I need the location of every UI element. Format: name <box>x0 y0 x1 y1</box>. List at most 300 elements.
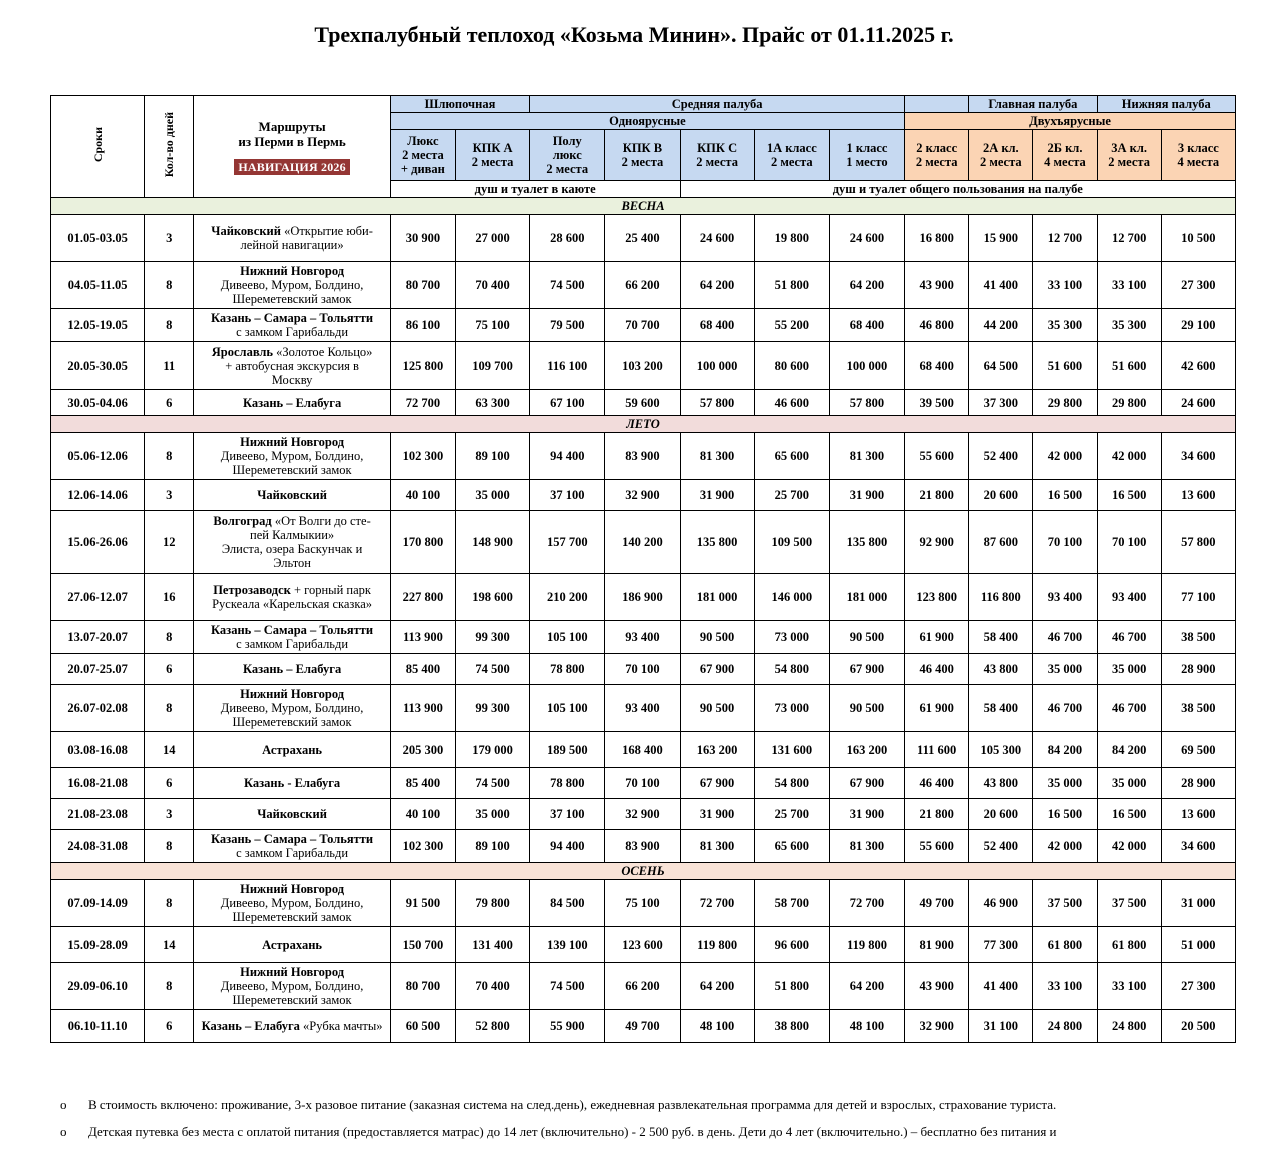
cell-price: 24 600 <box>680 215 754 262</box>
cell-price: 38 500 <box>1161 621 1235 654</box>
cabin-header-line: 1А класс <box>766 141 817 155</box>
cell-price: 116 800 <box>969 574 1033 621</box>
cell-price: 93 400 <box>1097 574 1161 621</box>
route-city: Чайковский <box>257 488 327 502</box>
cell-price: 57 800 <box>1161 511 1235 574</box>
col-days-header: Кол-во дней <box>145 96 194 198</box>
cell-route <box>194 511 390 574</box>
route-detail: Шереметевский замок <box>232 463 352 477</box>
cell-price: 33 100 <box>1097 262 1161 309</box>
table-row <box>51 215 1236 262</box>
route-detail: Дивеево, Муром, Болдино, <box>220 701 364 715</box>
amenity-cabin: душ и туалет в каюте <box>390 181 680 198</box>
cell-price: 29 800 <box>1097 390 1161 416</box>
cell-price: 38 800 <box>754 1010 829 1043</box>
cell-price: 52 800 <box>455 1010 529 1043</box>
cabin-header <box>530 130 605 181</box>
cell-route <box>194 574 390 621</box>
route-city: Нижний Новгород <box>240 965 345 979</box>
cell-price: 51 800 <box>754 262 829 309</box>
cell-price: 83 900 <box>605 830 680 863</box>
cell-price: 84 200 <box>1033 732 1097 768</box>
cell-price: 186 900 <box>605 574 680 621</box>
cell-price: 99 300 <box>455 685 529 732</box>
note-item <box>60 1096 1240 1123</box>
route-detail: Шереметевский замок <box>232 715 352 729</box>
cell-price: 74 500 <box>530 963 605 1010</box>
cell-price: 46 700 <box>1097 621 1161 654</box>
route-city: Петрозаводск <box>213 583 291 597</box>
route-detail: + автобусная экскурсия в <box>225 358 359 373</box>
cell-price: 13 600 <box>1161 799 1235 830</box>
route-detail: Дивеево, Муром, Болдино, <box>220 979 364 993</box>
price-table <box>50 95 1236 1043</box>
cell-price: 70 400 <box>455 963 529 1010</box>
cell-dates: 21.08-23.08 <box>51 799 145 830</box>
cabin-header-line: 1 класс <box>846 141 888 155</box>
cell-price: 61 900 <box>905 685 969 732</box>
cell-price: 90 500 <box>829 621 904 654</box>
cell-price: 21 800 <box>905 799 969 830</box>
route-detail: «Открытие юби- <box>284 224 373 238</box>
cell-price: 80 700 <box>390 262 455 309</box>
double-tier: Двухъярусные <box>905 113 1236 130</box>
cell-price: 16 500 <box>1033 480 1097 511</box>
cabin-header-line: 2 места <box>1108 155 1150 169</box>
cell-price: 46 700 <box>1033 685 1097 732</box>
cabin-header-line: 2 места <box>546 162 589 176</box>
cell-dates: 15.09-28.09 <box>51 927 145 963</box>
cell-price: 37 100 <box>530 480 605 511</box>
cell-price: 72 700 <box>390 390 455 416</box>
cell-price: 93 400 <box>605 685 680 732</box>
cell-price: 72 700 <box>829 880 904 927</box>
cell-days: 3 <box>145 799 194 830</box>
cell-price: 34 600 <box>1161 830 1235 863</box>
cell-price: 64 500 <box>969 342 1033 390</box>
route-city: Волгоград <box>213 514 272 528</box>
table-row <box>51 511 1236 574</box>
cell-dates: 20.05-30.05 <box>51 342 145 390</box>
table-row <box>51 685 1236 732</box>
cell-dates: 12.05-19.05 <box>51 309 145 342</box>
cell-price: 63 300 <box>455 390 529 416</box>
cell-price: 42 000 <box>1097 830 1161 863</box>
cell-price: 198 600 <box>455 574 529 621</box>
cell-price: 105 100 <box>530 621 605 654</box>
cell-price: 64 200 <box>680 963 754 1010</box>
cell-price: 89 100 <box>455 830 529 863</box>
cell-price: 15 900 <box>969 215 1033 262</box>
cell-price: 37 500 <box>1097 880 1161 927</box>
cell-price: 119 800 <box>680 927 754 963</box>
table-row <box>51 799 1236 830</box>
cell-price: 85 400 <box>390 768 455 799</box>
cell-price: 42 000 <box>1097 433 1161 480</box>
cell-price: 54 800 <box>754 654 829 685</box>
cell-route <box>194 390 390 416</box>
route-city: Нижний Новгород <box>240 435 345 449</box>
cell-price: 49 700 <box>905 880 969 927</box>
season-label: ЛЕТО <box>51 416 1236 433</box>
cell-dates: 26.07-02.08 <box>51 685 145 732</box>
route-city: Нижний Новгород <box>240 264 345 278</box>
cabin-header-line: 2 места <box>915 155 958 169</box>
cell-days: 6 <box>145 390 194 416</box>
cell-price: 77 300 <box>969 927 1033 963</box>
note-bullet: o <box>60 1097 67 1112</box>
table-row <box>51 927 1236 963</box>
cell-price: 79 800 <box>455 880 529 927</box>
cell-price: 28 900 <box>1161 768 1235 799</box>
cell-price: 35 000 <box>455 799 529 830</box>
cell-price: 33 100 <box>1097 963 1161 1010</box>
cell-price: 43 900 <box>905 262 969 309</box>
cell-price: 67 900 <box>829 768 904 799</box>
table-row <box>51 480 1236 511</box>
cell-route <box>194 685 390 732</box>
cell-price: 35 000 <box>1033 654 1097 685</box>
cell-price: 40 100 <box>390 799 455 830</box>
cell-price: 35 000 <box>455 480 529 511</box>
cell-price: 24 600 <box>1161 390 1235 416</box>
cabin-header <box>1161 130 1235 181</box>
season-label: ОСЕНЬ <box>51 863 1236 880</box>
col-route-header: Маршруты из Перми в Пермь НАВИГАЦИЯ 2026 <box>194 96 390 198</box>
cell-price: 24 600 <box>829 215 904 262</box>
cell-price: 77 100 <box>1161 574 1235 621</box>
cell-price: 31 900 <box>829 480 904 511</box>
cell-dates: 13.07-20.07 <box>51 621 145 654</box>
cell-price: 21 800 <box>905 480 969 511</box>
cell-price: 84 200 <box>1097 732 1161 768</box>
cell-price: 61 800 <box>1097 927 1161 963</box>
cell-days: 14 <box>145 927 194 963</box>
route-detail: Шереметевский замок <box>232 993 352 1007</box>
route-city: Чайковский <box>257 807 327 821</box>
route-city: Астрахань <box>262 937 323 952</box>
page-title: Трехпалубный теплоход «Козьма Минин». Прайс от 01.11.2025 г. <box>314 22 954 47</box>
table-row <box>51 262 1236 309</box>
cell-price: 37 100 <box>530 799 605 830</box>
cell-price: 148 900 <box>455 511 529 574</box>
cell-price: 46 800 <box>905 309 969 342</box>
cell-dates: 04.05-11.05 <box>51 262 145 309</box>
cell-price: 35 300 <box>1097 309 1161 342</box>
cell-price: 123 800 <box>905 574 969 621</box>
cell-price: 55 600 <box>905 830 969 863</box>
cell-price: 146 000 <box>754 574 829 621</box>
cell-price: 61 800 <box>1033 927 1097 963</box>
cell-price: 227 800 <box>390 574 455 621</box>
cell-price: 79 500 <box>530 309 605 342</box>
cell-price: 35 000 <box>1033 768 1097 799</box>
amenity-shared: душ и туалет общего пользования на палубе <box>680 181 1235 198</box>
table-row <box>51 433 1236 480</box>
cell-price: 57 800 <box>829 390 904 416</box>
cell-price: 119 800 <box>829 927 904 963</box>
cell-price: 81 900 <box>905 927 969 963</box>
cell-price: 16 500 <box>1097 799 1161 830</box>
cell-route <box>194 262 390 309</box>
cell-price: 64 200 <box>829 262 904 309</box>
cell-price: 24 800 <box>1097 1010 1161 1043</box>
route-city: Астрахань <box>262 742 323 757</box>
cell-route <box>194 963 390 1010</box>
cell-price: 28 900 <box>1161 654 1235 685</box>
cell-price: 57 800 <box>680 390 754 416</box>
cabin-header-line: 2 класс <box>916 141 958 155</box>
cell-price: 37 300 <box>969 390 1033 416</box>
deck-boat: Шлюпочная <box>390 96 529 113</box>
cell-price: 102 300 <box>390 433 455 480</box>
cell-price: 105 300 <box>969 732 1033 768</box>
cell-price: 94 400 <box>530 830 605 863</box>
cell-dates: 03.08-16.08 <box>51 732 145 768</box>
cell-route <box>194 215 390 262</box>
cell-route <box>194 768 390 799</box>
cell-price: 46 400 <box>905 654 969 685</box>
cell-price: 90 500 <box>829 685 904 732</box>
note-item <box>60 1123 1240 1150</box>
note-text: В стоимость включено: проживание, 3-х разовое питание (заказная система на след.день), ежедневная развлекательная программа для детей и взрослых, страхование туриста. <box>88 1097 1057 1112</box>
cell-price: 179 000 <box>455 732 529 768</box>
route-city: Казань – Самара – Тольятти <box>211 623 374 637</box>
cell-price: 32 900 <box>605 799 680 830</box>
route-detail: с замком Гарибальди <box>236 325 349 339</box>
route-detail: «Золотое Кольцо» <box>276 344 373 359</box>
cell-price: 78 800 <box>530 654 605 685</box>
cell-price: 189 500 <box>530 732 605 768</box>
cell-price: 135 800 <box>829 511 904 574</box>
cell-price: 111 600 <box>905 732 969 768</box>
cell-price: 32 900 <box>605 480 680 511</box>
cell-price: 27 300 <box>1161 963 1235 1010</box>
cell-price: 20 500 <box>1161 1010 1235 1043</box>
cell-price: 51 600 <box>1097 342 1161 390</box>
cell-price: 27 300 <box>1161 262 1235 309</box>
cell-price: 59 600 <box>605 390 680 416</box>
cell-price: 51 000 <box>1161 927 1235 963</box>
route-detail: Москву <box>271 372 313 387</box>
cell-price: 81 300 <box>680 433 754 480</box>
cell-route <box>194 480 390 511</box>
cell-price: 116 100 <box>530 342 605 390</box>
cell-price: 25 400 <box>605 215 680 262</box>
cell-price: 105 100 <box>530 685 605 732</box>
cell-price: 205 300 <box>390 732 455 768</box>
route-city: Чайковский <box>211 224 281 238</box>
single-tier: Одноярусные <box>390 113 904 130</box>
route-detail: + горный парк <box>294 583 371 597</box>
cell-dates: 20.07-25.07 <box>51 654 145 685</box>
cell-days: 8 <box>145 685 194 732</box>
cabin-header <box>1097 130 1161 181</box>
cell-price: 46 600 <box>754 390 829 416</box>
cabin-header-line: 2 места <box>696 155 738 169</box>
cell-price: 48 100 <box>829 1010 904 1043</box>
cell-price: 32 900 <box>905 1010 969 1043</box>
cell-price: 46 400 <box>905 768 969 799</box>
deck-middle-spacer <box>905 96 969 113</box>
cell-days: 8 <box>145 963 194 1010</box>
cell-price: 42 000 <box>1033 433 1097 480</box>
cell-price: 61 900 <box>905 621 969 654</box>
cell-dates: 12.06-14.06 <box>51 480 145 511</box>
cabin-header-line: + диван <box>400 162 445 176</box>
cell-price: 31 900 <box>829 799 904 830</box>
cell-price: 80 700 <box>390 963 455 1010</box>
cell-price: 96 600 <box>754 927 829 963</box>
cell-price: 42 600 <box>1161 342 1235 390</box>
cell-price: 210 200 <box>530 574 605 621</box>
cabin-header-line: 2 места <box>471 155 514 169</box>
route-detail: Шереметевский замок <box>232 292 352 306</box>
cabin-header <box>390 130 455 181</box>
cabin-header-line: 2 места <box>770 155 813 169</box>
cell-price: 25 700 <box>754 799 829 830</box>
cell-route <box>194 309 390 342</box>
cell-price: 33 100 <box>1033 262 1097 309</box>
cell-price: 38 500 <box>1161 685 1235 732</box>
cell-days: 8 <box>145 262 194 309</box>
cell-price: 168 400 <box>605 732 680 768</box>
cell-price: 31 900 <box>680 480 754 511</box>
route-detail: Эльтон <box>273 556 311 570</box>
cabin-header <box>829 130 904 181</box>
cell-price: 150 700 <box>390 927 455 963</box>
route-city: Казань – Елабуга <box>242 395 342 410</box>
route-city: Казань – Самара – Тольятти <box>211 311 374 325</box>
cell-days: 8 <box>145 830 194 863</box>
cell-price: 55 900 <box>530 1010 605 1043</box>
route-detail: с замком Гарибальди <box>236 637 349 651</box>
cell-days: 8 <box>145 621 194 654</box>
cell-price: 51 800 <box>754 963 829 1010</box>
cell-days: 8 <box>145 433 194 480</box>
deck-lower: Нижняя палуба <box>1097 96 1235 113</box>
cell-price: 85 400 <box>390 654 455 685</box>
cell-price: 25 700 <box>754 480 829 511</box>
cell-price: 90 500 <box>680 621 754 654</box>
cabin-header-line: люкс <box>552 148 582 162</box>
cabin-header-line: КПК В <box>622 141 663 155</box>
cell-price: 58 400 <box>969 621 1033 654</box>
cell-dates: 07.09-14.09 <box>51 880 145 927</box>
cell-price: 91 500 <box>390 880 455 927</box>
cell-price: 52 400 <box>969 433 1033 480</box>
cell-price: 75 100 <box>605 880 680 927</box>
route-detail: «От Волги до сте- <box>274 514 371 528</box>
cell-price: 99 300 <box>455 621 529 654</box>
route-city: Нижний Новгород <box>240 882 345 896</box>
cell-price: 64 200 <box>829 963 904 1010</box>
cell-price: 68 400 <box>905 342 969 390</box>
cell-price: 80 600 <box>754 342 829 390</box>
cabin-header-line: 4 места <box>1177 155 1220 169</box>
route-city: Казань – Самара – Тольятти <box>211 832 374 846</box>
cell-price: 55 200 <box>754 309 829 342</box>
cell-price: 31 000 <box>1161 880 1235 927</box>
cell-price: 74 500 <box>455 768 529 799</box>
cabin-header <box>455 130 529 181</box>
cell-price: 86 100 <box>390 309 455 342</box>
cell-route <box>194 927 390 963</box>
cell-price: 109 700 <box>455 342 529 390</box>
cell-price: 60 500 <box>390 1010 455 1043</box>
cell-price: 68 400 <box>829 309 904 342</box>
cell-price: 16 500 <box>1097 480 1161 511</box>
cell-price: 70 100 <box>605 768 680 799</box>
table-row <box>51 768 1236 799</box>
cell-route <box>194 880 390 927</box>
cabin-header <box>754 130 829 181</box>
cell-price: 67 900 <box>829 654 904 685</box>
cell-price: 40 100 <box>390 480 455 511</box>
cell-price: 181 000 <box>829 574 904 621</box>
route-city: Казань - Елабуга <box>243 776 341 790</box>
cell-price: 31 100 <box>969 1010 1033 1043</box>
cell-price: 46 900 <box>969 880 1033 927</box>
cell-price: 30 900 <box>390 215 455 262</box>
cell-price: 12 700 <box>1097 215 1161 262</box>
cell-price: 39 500 <box>905 390 969 416</box>
cell-price: 43 900 <box>905 963 969 1010</box>
cell-price: 87 600 <box>969 511 1033 574</box>
cell-route <box>194 433 390 480</box>
route-city: Казань – Елабуга <box>201 1019 300 1033</box>
cell-price: 100 000 <box>680 342 754 390</box>
cell-price: 19 800 <box>754 215 829 262</box>
cell-price: 75 100 <box>455 309 529 342</box>
cell-price: 163 200 <box>829 732 904 768</box>
cell-price: 16 500 <box>1033 799 1097 830</box>
cell-route <box>194 621 390 654</box>
cell-days: 3 <box>145 215 194 262</box>
route-city: Ярославль <box>211 344 274 359</box>
route-detail: «Рубка мачты» <box>303 1019 383 1033</box>
cell-price: 20 600 <box>969 799 1033 830</box>
route-detail: с замком Гарибальди <box>236 846 349 860</box>
cell-price: 74 500 <box>530 262 605 309</box>
cell-price: 170 800 <box>390 511 455 574</box>
season-row <box>51 198 1236 215</box>
table-row <box>51 654 1236 685</box>
table-row <box>51 963 1236 1010</box>
cell-price: 72 700 <box>680 880 754 927</box>
cell-route <box>194 830 390 863</box>
cell-price: 68 400 <box>680 309 754 342</box>
cell-dates: 01.05-03.05 <box>51 215 145 262</box>
cell-price: 69 500 <box>1161 732 1235 768</box>
cell-price: 81 300 <box>829 433 904 480</box>
cell-price: 93 400 <box>1033 574 1097 621</box>
cell-price: 70 100 <box>1097 511 1161 574</box>
cell-price: 92 900 <box>905 511 969 574</box>
cell-price: 52 400 <box>969 830 1033 863</box>
cell-dates: 15.06-26.06 <box>51 511 145 574</box>
cell-dates: 29.09-06.10 <box>51 963 145 1010</box>
note-bullet: o <box>60 1124 67 1139</box>
route-city: Нижний Новгород <box>240 687 345 701</box>
cell-price: 58 400 <box>969 685 1033 732</box>
cell-price: 135 800 <box>680 511 754 574</box>
cell-days: 11 <box>145 342 194 390</box>
cell-price: 70 700 <box>605 309 680 342</box>
cabin-header-line: 2 места <box>621 155 664 169</box>
cell-price: 67 900 <box>680 768 754 799</box>
cell-price: 27 000 <box>455 215 529 262</box>
